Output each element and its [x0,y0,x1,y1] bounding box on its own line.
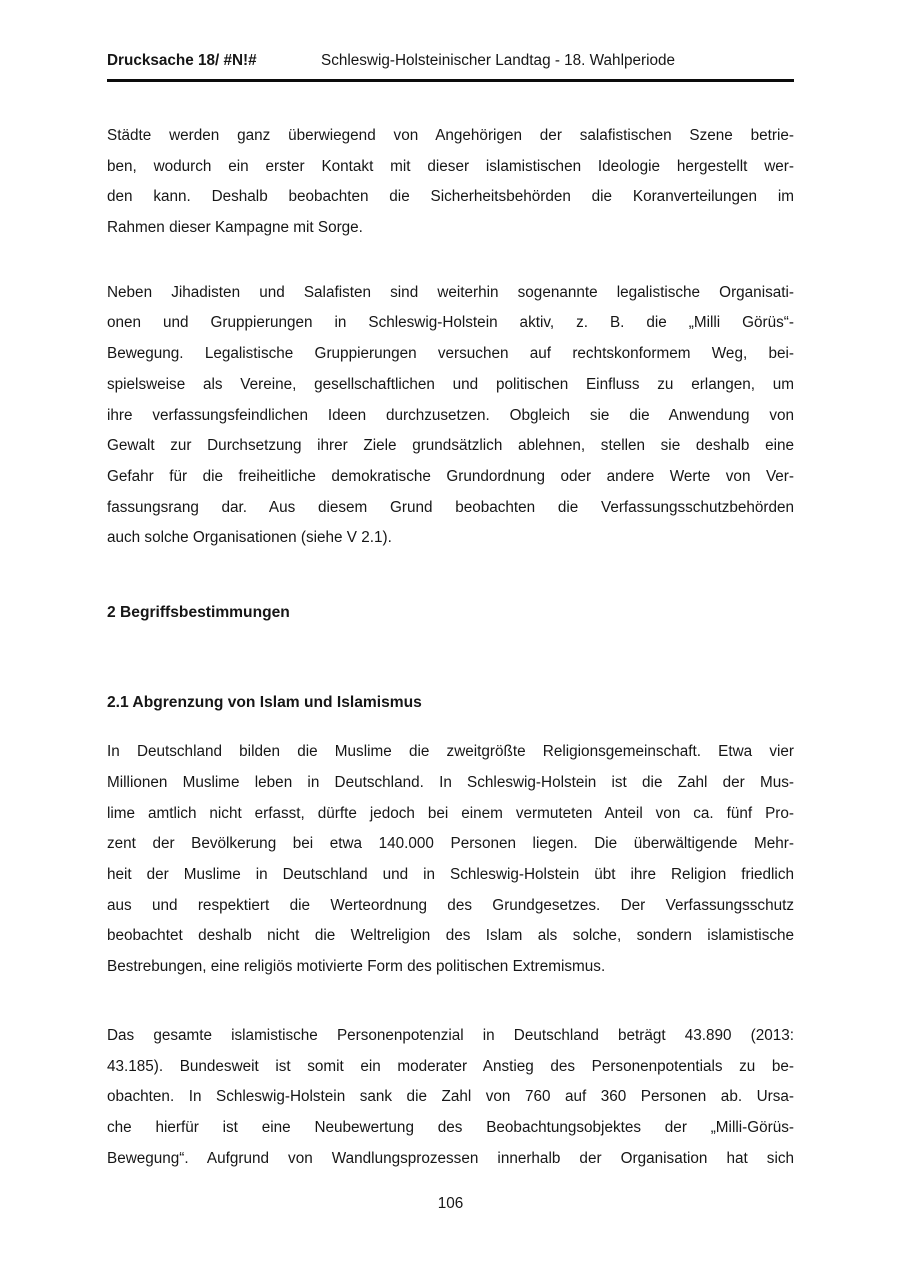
text-line: Bewegung“. Aufgrund von Wandlungsprozessen innerhalb der Organisation hat sich [107,1149,794,1167]
text-line: spielsweise als Vereine, gesellschaftlichen und politischen Einfluss zu erlangen, um [107,375,794,393]
text-line: obachten. In Schleswig-Holstein sank die Zahl von 760 auf 360 Personen ab. Ursa- [107,1088,794,1106]
text-line: Neben Jihadisten und Salafisten sind weiterhin sogenannte legalistische Organisati- [107,283,794,301]
text-line: den kann. Deshalb beobachten die Sicherheitsbehörden die Koranverteilungen im [107,188,794,206]
text-line: 43.185). Bundesweit ist somit ein moderater Anstieg des Personenpotentials zu be- [107,1057,794,1075]
text-line: beobachtet deshalb nicht die Weltreligion des Islam als solche, sondern islamistische [107,927,794,945]
page-number: 106 [437,1195,464,1212]
text-line: ben, wodurch ein erster Kontakt mit dieser islamistischen Ideologie hergestellt wer- [107,157,794,175]
text-line: ihre verfassungsfeindlichen Ideen durchzusetzen. Obgleich sie die Anwendung von [107,406,794,424]
text-line: Millionen Muslime leben in Deutschland. In Schleswig-Holstein ist die Zahl der Mus- [107,774,794,792]
header-session-title: Schleswig-Holsteinischer Landtag - 18. Wahlperiode [321,52,675,69]
paragraph [107,278,794,554]
paragraph [107,737,794,983]
text-line: lime amtlich nicht erfasst, dürfte jedoch bei einem vermuteten Anteil von ca. fünf Pro- [107,804,794,822]
header-divider [107,79,794,82]
text-line: Rahmen dieser Kampagne mit Sorge. [107,219,363,237]
text-line: Bestrebungen, eine religiös motivierte Form des politischen Extremismus. [107,958,606,976]
text-line: In Deutschland bilden die Muslime die zweitgrößte Religionsgemeinschaft. Etwa vier [107,743,794,761]
text-line: fassungsrang dar. Aus diesem Grund beobachten die Verfassungsschutzbehörden [107,498,794,516]
text-line: Gewalt zur Durchsetzung ihrer Ziele grundsätzlich ablehnen, stellen sie deshalb eine [107,437,794,455]
text-line: heit der Muslime in Deutschland und in Schleswig-Holstein übt ihre Religion friedlich [107,866,794,884]
text-line: aus und respektiert die Werteordnung des Grundgesetzes. Der Verfassungsschutz [107,896,794,914]
header-doc-number: Drucksache 18/ #N!# [107,52,257,69]
text-line: che hierfür ist eine Neubewertung des Beobachtungsobjektes der „Milli-Görüs- [107,1118,794,1136]
text-line: onen und Gruppierungen in Schleswig-Holstein aktiv, z. B. die „Milli Görüs“- [107,314,794,332]
document-body [107,121,794,1174]
text-line: Bewegung. Legalistische Gruppierungen versuchen auf rechtskonformem Weg, bei- [107,345,794,363]
paragraph [107,121,794,244]
paragraph [107,1021,794,1174]
text-line: zent der Bevölkerung bei etwa 140.000 Personen liegen. Die überwältigende Mehr- [107,835,794,853]
text-line: Gefahr für die freiheitliche demokratische Grundordnung oder andere Werte von Ver- [107,467,794,485]
text-line: Städte werden ganz überwiegend von Angehörigen der salafistischen Szene betrie- [107,127,794,144]
text-line: Das gesamte islamistische Personenpotenzial in Deutschland beträgt 43.890 (2013: [107,1026,794,1044]
section-heading: 2 Begriffsbestimmungen [107,603,290,621]
subsection-heading: 2.1 Abgrenzung von Islam und Islamismus [107,693,422,711]
text-line: auch solche Organisationen (siehe V 2.1). [107,529,392,547]
